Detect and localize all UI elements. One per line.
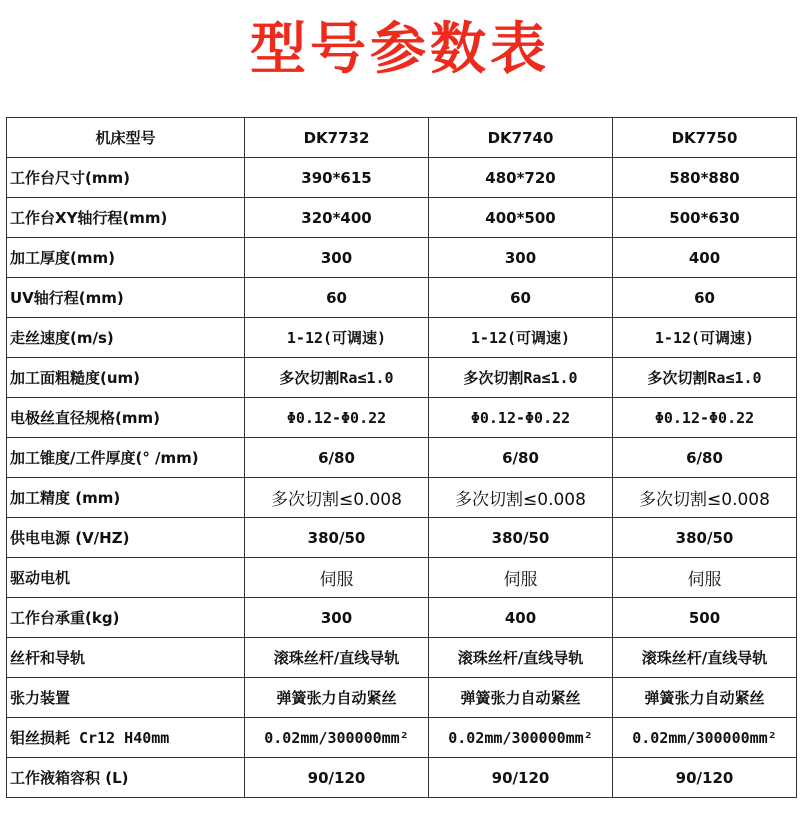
header-model: DK7750	[613, 118, 797, 158]
table-cell: 滚珠丝杆/直线导轨	[429, 638, 613, 678]
table-row	[7, 238, 797, 278]
table-cell: 400	[429, 598, 613, 638]
table-row	[7, 438, 797, 478]
table-cell: 0.02mm/300000mm²	[429, 718, 613, 758]
table-cell: 300	[429, 238, 613, 278]
table-cell: 400*500	[429, 198, 613, 238]
table-cell: 60	[245, 278, 429, 318]
row-label: 张力装置	[7, 678, 245, 718]
table-cell: 多次切割Ra≤1.0	[245, 358, 429, 398]
row-label: 工作台XY轴行程(mm)	[7, 198, 245, 238]
row-label: 工作液箱容积 (L)	[7, 758, 245, 798]
table-row	[7, 158, 797, 198]
row-label: 供电电源 (V/HZ)	[7, 518, 245, 558]
row-label: 加工面粗糙度(um)	[7, 358, 245, 398]
table-cell: 380/50	[245, 518, 429, 558]
table-cell: 90/120	[245, 758, 429, 798]
row-label: 加工锥度/工件厚度(° /mm)	[7, 438, 245, 478]
table-row	[7, 318, 797, 358]
table-cell: 1-12(可调速)	[245, 318, 429, 358]
table-row	[7, 678, 797, 718]
table-cell: 300	[245, 598, 429, 638]
row-label: UV轴行程(mm)	[7, 278, 245, 318]
table-cell: 伺服	[245, 558, 429, 598]
table-cell: Φ0.12-Φ0.22	[245, 398, 429, 438]
table-cell: 1-12(可调速)	[429, 318, 613, 358]
table-cell: 多次切割Ra≤1.0	[429, 358, 613, 398]
row-label: 钼丝损耗 Cr12 H40mm	[7, 718, 245, 758]
table-cell: 500	[613, 598, 797, 638]
table-cell: 90/120	[429, 758, 613, 798]
table-cell: 580*880	[613, 158, 797, 198]
table-cell: 多次切割Ra≤1.0	[613, 358, 797, 398]
table-cell: 弹簧张力自动紧丝	[613, 678, 797, 718]
table-cell: 400	[613, 238, 797, 278]
table-row	[7, 198, 797, 238]
table-cell: 90/120	[613, 758, 797, 798]
table-cell: 伺服	[429, 558, 613, 598]
table-cell: Φ0.12-Φ0.22	[613, 398, 797, 438]
row-label: 工作台承重(kg)	[7, 598, 245, 638]
header-model: DK7740	[429, 118, 613, 158]
table-cell: 320*400	[245, 198, 429, 238]
table-header-row	[7, 118, 797, 158]
table-cell: 多次切割≤0.008	[613, 478, 797, 518]
table-row	[7, 398, 797, 438]
table-cell: 60	[429, 278, 613, 318]
table-cell: 滚珠丝杆/直线导轨	[245, 638, 429, 678]
table-cell: 480*720	[429, 158, 613, 198]
row-label: 加工厚度(mm)	[7, 238, 245, 278]
table-cell: 伺服	[613, 558, 797, 598]
table-cell: 390*615	[245, 158, 429, 198]
row-label: 走丝速度(m/s)	[7, 318, 245, 358]
table-cell: Φ0.12-Φ0.22	[429, 398, 613, 438]
table-cell: 滚珠丝杆/直线导轨	[613, 638, 797, 678]
row-label: 工作台尺寸(mm)	[7, 158, 245, 198]
table-row	[7, 278, 797, 318]
table-row	[7, 598, 797, 638]
row-label: 电极丝直径规格(mm)	[7, 398, 245, 438]
table-cell: 60	[613, 278, 797, 318]
header-model: DK7732	[245, 118, 429, 158]
row-label: 驱动电机	[7, 558, 245, 598]
table-row	[7, 478, 797, 518]
table-cell: 500*630	[613, 198, 797, 238]
table-row	[7, 518, 797, 558]
header-label: 机床型号	[7, 118, 245, 158]
table-cell: 6/80	[429, 438, 613, 478]
table-cell: 多次切割≤0.008	[429, 478, 613, 518]
table-cell: 380/50	[429, 518, 613, 558]
table-cell: 6/80	[245, 438, 429, 478]
table-cell: 6/80	[613, 438, 797, 478]
table-row	[7, 638, 797, 678]
row-label: 丝杆和导轨	[7, 638, 245, 678]
table-cell: 300	[245, 238, 429, 278]
spec-table	[6, 117, 797, 798]
table-cell: 0.02mm/300000mm²	[245, 718, 429, 758]
table-cell: 弹簧张力自动紧丝	[245, 678, 429, 718]
table-cell: 多次切割≤0.008	[245, 478, 429, 518]
table-cell: 1-12(可调速)	[613, 318, 797, 358]
table-row	[7, 758, 797, 798]
table-cell: 0.02mm/300000mm²	[613, 718, 797, 758]
table-cell: 380/50	[613, 518, 797, 558]
table-row	[7, 718, 797, 758]
row-label: 加工精度 (mm)	[7, 478, 245, 518]
page-title: 型号参数表	[250, 17, 550, 82]
table-row	[7, 358, 797, 398]
table-cell: 弹簧张力自动紧丝	[429, 678, 613, 718]
table-row	[7, 558, 797, 598]
